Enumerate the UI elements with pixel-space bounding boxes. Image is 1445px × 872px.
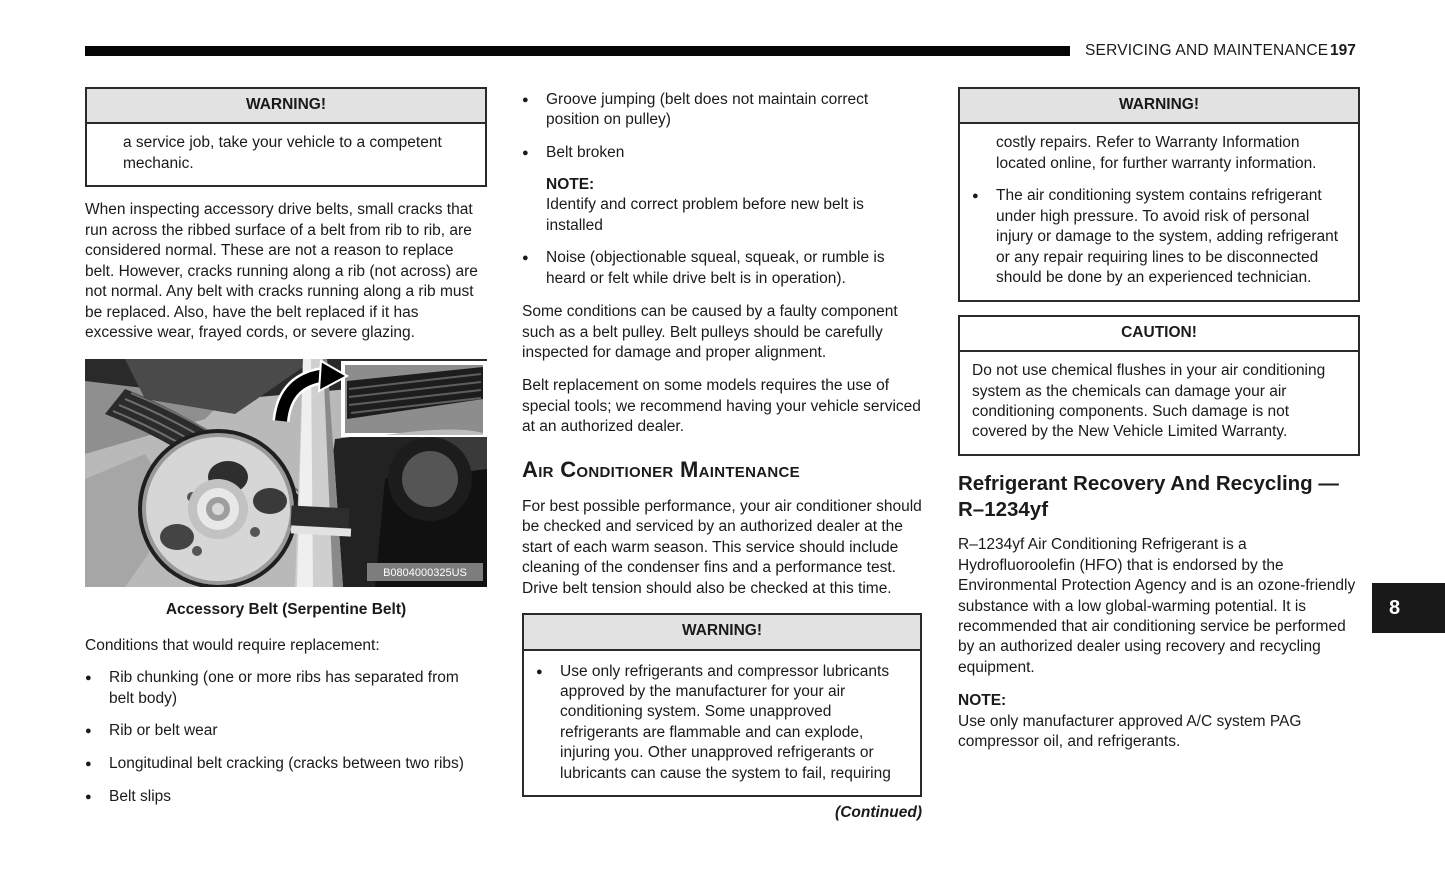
warning-title: WARNING! xyxy=(87,89,485,124)
figure-caption: Accessory Belt (Serpentine Belt) xyxy=(165,600,407,618)
note-block xyxy=(958,691,1360,752)
page-number: 197 xyxy=(1330,42,1356,59)
section-heading-air-conditioner-maintenance: Air Conditioner Maintenance xyxy=(522,456,800,482)
note-label: NOTE: xyxy=(958,692,1007,710)
warning-continuation-text: costly repairs. Refer to Warranty Information located online, for further warranty information. xyxy=(996,134,1317,172)
warning-body-text: a service job, take your vehicle to a competent mechanic. xyxy=(123,134,442,172)
bullet-text: Belt slips xyxy=(109,788,172,806)
note-text: Identify and correct problem before new belt is installed xyxy=(546,196,864,234)
list-item xyxy=(85,754,487,775)
faulty-component-paragraph: Some conditions can be caused by a faulty component such as a belt pulley. Belt pulleys should be carefully inspected for damage and proper alignment. xyxy=(522,303,898,361)
header-rule xyxy=(85,46,1070,56)
warning-box-right xyxy=(958,87,1360,302)
caution-title: CAUTION! xyxy=(960,317,1358,352)
header-section-title: SERVICING AND MAINTENANCE xyxy=(1085,42,1329,59)
bullet-icon: ● xyxy=(85,672,92,685)
column-right xyxy=(958,87,1360,753)
list-item xyxy=(972,186,1346,288)
conditions-intro: Conditions that would require replacement: xyxy=(85,636,380,654)
bullet-text: Use only refrigerants and compressor lubricants approved by the manufacturer for your air conditioning system. Some unapproved refrigerants are flammable and can explode, injuring you. Other unapproved refrigerants or lubricants can cause the system to fail, requiring xyxy=(560,662,891,782)
figure-serpentine-belt xyxy=(85,359,487,587)
column-middle xyxy=(522,90,922,824)
list-item xyxy=(522,143,922,164)
bullet-text: Rib or belt wear xyxy=(109,722,218,740)
note-text: Use only manufacturer approved A/C system PAG compressor oil, and refrigerants. xyxy=(958,712,1302,751)
list-item xyxy=(85,668,487,709)
list-item xyxy=(536,662,908,785)
bullet-text: Longitudinal belt cracking (cracks between two ribs) xyxy=(109,755,464,773)
figure-watermark: B0804000325US xyxy=(383,566,467,579)
bullet-icon: ● xyxy=(522,146,529,159)
list-item xyxy=(522,90,922,131)
bullet-icon: ● xyxy=(536,665,543,678)
list-item xyxy=(85,787,487,808)
bullet-icon: ● xyxy=(85,725,92,738)
bullet-text: The air conditioning system contains refrigerant under high pressure. To avoid risk of personal injury or damage to the system, adding refrigerant or any repair requiring lines to be disconnected should be done by an experienced technician. xyxy=(996,187,1339,287)
warning-box-middle xyxy=(522,613,922,797)
note-block xyxy=(546,175,922,236)
ac-maintenance-paragraph: For best possible performance, your air conditioner should be checked and serviced by an authorized dealer at the start of each warm season. This service should include cleaning of the condenser fins and a performance test. Drive belt tension should also be checked at this time. xyxy=(522,497,922,597)
belt-replacement-paragraph: Belt replacement on some models requires the use of special tools; we recommend having your vehicle serviced at an authorized dealer. xyxy=(522,377,921,436)
bullet-icon: ● xyxy=(85,758,92,771)
chapter-tab xyxy=(1372,583,1445,633)
bullet-icon: ● xyxy=(522,252,529,265)
warning-box-left xyxy=(85,87,487,187)
serpentine-belt-photo xyxy=(85,359,487,587)
chapter-tab-number: 8 xyxy=(1389,596,1401,619)
intro-paragraph: When inspecting accessory drive belts, small cracks that run across the ribbed surface of a belt from rib to rib, are considered normal. These are not a reason to replace belt. However, cracks running along a rib (not across) are not normal. Any belt with cracks running along a rib must be replaced. Also, have the belt replaced if it has excessive wear, frayed cords, or severe glazing. xyxy=(85,201,478,342)
bullet-icon: ● xyxy=(522,94,529,106)
column-left xyxy=(85,87,487,808)
bullet-text: Groove jumping (belt does not maintain correct position on pulley) xyxy=(546,91,869,129)
bullet-text: Rib chunking (one or more ribs has separated from belt body) xyxy=(109,669,459,707)
warning-title: WARNING! xyxy=(960,89,1358,124)
refrigerant-paragraph: R–1234yf Air Conditioning Refrigerant is a Hydrofluoroolefin (HFO) that is endorsed by the Environmental Protection Agency and is an ozone-friendly substance with a low global-warming potential. It is recommended that air conditioning service be performed by an authorized dealer using recovery and recycling equipment. xyxy=(958,536,1356,676)
caution-box xyxy=(958,315,1360,456)
belt-symptoms-bullet-list xyxy=(522,90,922,289)
bullet-text: Belt broken xyxy=(546,143,625,161)
bullet-icon: ● xyxy=(972,190,979,203)
conditions-bullet-list xyxy=(85,668,487,808)
bullet-text: Noise (objectionable squeal, squeak, or rumble is heard or felt while drive belt is in operation). xyxy=(546,249,885,287)
caution-body-text: Do not use chemical flushes in your air conditioning system as the chemicals can damage your air conditioning components. Such damage is not covered by the New Vehicle Limited Warranty. xyxy=(972,362,1326,441)
note-label: NOTE: xyxy=(546,175,595,193)
bullet-icon: ● xyxy=(85,791,92,804)
list-item xyxy=(85,721,487,742)
warning-title: WARNING! xyxy=(524,615,920,650)
list-item xyxy=(522,248,922,289)
subsection-heading-refrigerant-recovery: Refrigerant Recovery And Recycling — R–1234yf xyxy=(958,471,1339,521)
continued-label: (Continued) xyxy=(835,804,922,822)
